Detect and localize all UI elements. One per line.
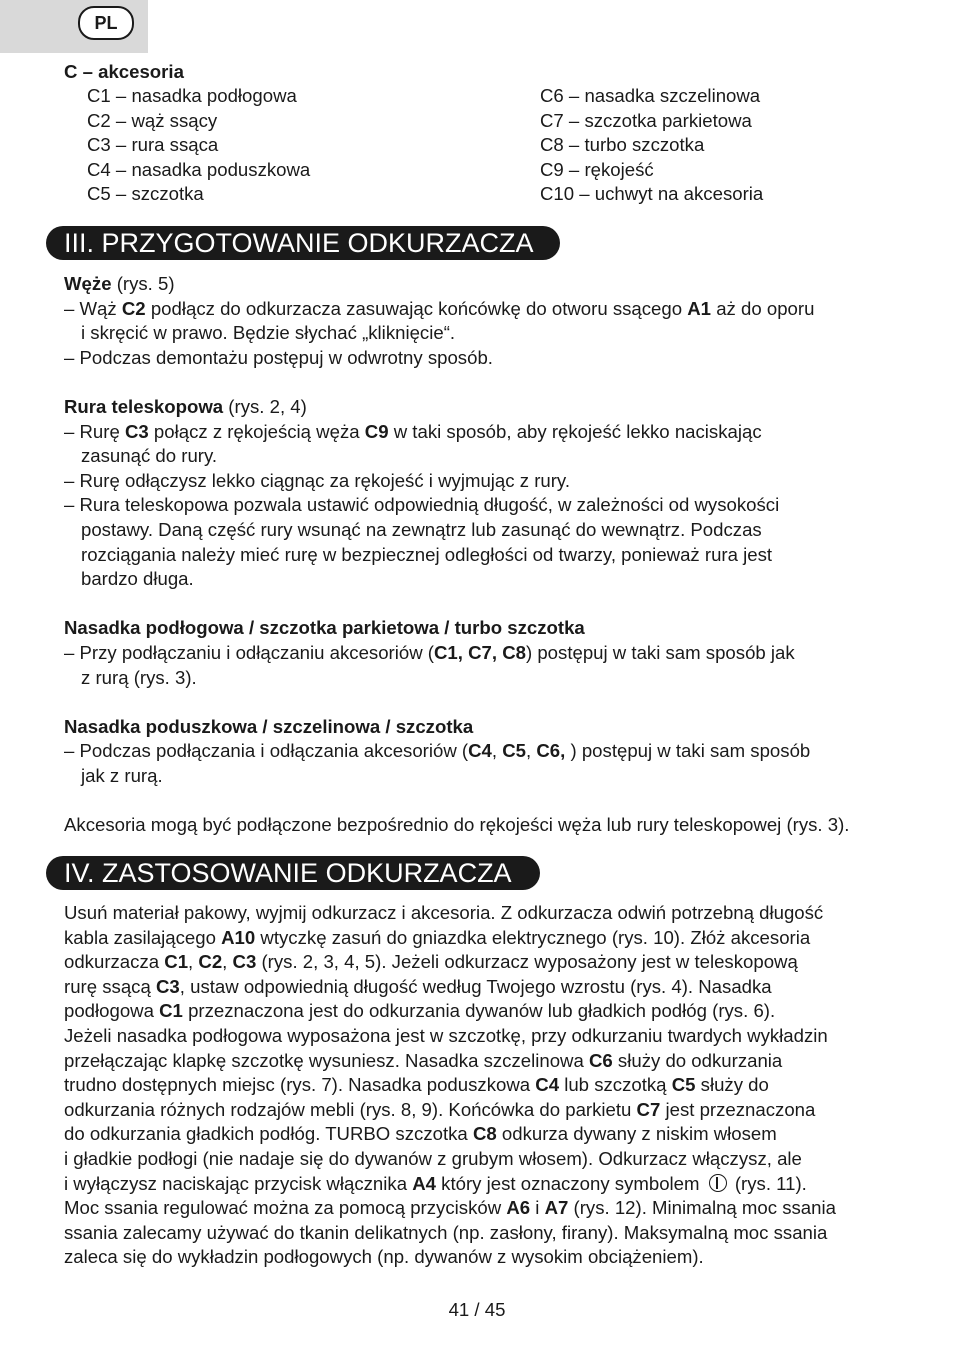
list-item: C4 – nasadka poduszkowa [87,158,311,180]
list-item: C10 – uchwyt na akcesoria [540,183,764,205]
section-4-heading: IV. ZASTOSOWANIE ODKURZACZA [46,856,540,890]
usage-line: i wyłączysz naciskając przycisk włącznika A4 który jest oznaczony symbolem (rys. 11). [64,1172,807,1194]
tube-line: – Rurę odłączysz lekko ciągnąc za rękojeść i wyjmując z rury. [64,469,570,491]
hoses-heading: Węże (rys. 5) [64,273,175,294]
hoses-line: i skręcić w prawo. Będzie słychać „kliknięcie“. [81,322,456,344]
upholstery-line: jak z rurą. [81,764,163,786]
tube-line: – Rura teleskopowa pozwala ustawić odpowiednią długość, w zależności od wysokości [64,494,780,516]
usage-line: podłogowa C1 przeznaczona jest do odkurzania dywanów lub gładkich podłóg (rys. 6). [64,1000,776,1022]
tube-line: postawy. Daną część rury wsunąć na zewnątrz lub zasunąć do wewnątrz. Podczas [81,518,762,540]
usage-line: i gładkie podłogi (nie nadaje się do dywanów z grubym włosem). Odkurzacz włączysz, ale [64,1147,802,1169]
usage-line: Moc ssania regulować można za pomocą przycisków A6 i A7 (rys. 12). Minimalną moc ssania [64,1197,836,1219]
usage-line: zaleca się do wykładzin podłogowych (np. dywanów z wysokim obciążeniem). [64,1246,704,1268]
hoses-line: – Podczas demontażu postępuj w odwrotny sposób. [64,346,493,368]
list-item: C5 – szczotka [87,183,204,205]
list-item: C6 – nasadka szczelinowa [540,85,761,106]
list-item: C7 – szczotka parkietowa [540,109,752,131]
usage-line: Jeżeli nasadka podłogowa wyposażona jest w szczotkę, przy odkurzaniu twardych wykładzin [64,1024,828,1046]
section-3-body [64,272,914,838]
floor-line: z rurą (rys. 3). [81,666,197,688]
floor-heading: Nasadka podłogowa / szczotka parkietowa / turbo szczotka [64,617,585,639]
list-item: C3 – rura ssąca [87,134,219,156]
section-3-heading: III. PRZYGOTOWANIE ODKURZACZA [46,226,560,260]
tube-line: – Rurę C3 połącz z rękojeścią węża C9 w taki sposób, aby rękojeść lekko naciskając [64,420,762,442]
hoses-line: – Wąż C2 podłącz do odkurzacza zasuwając końcówkę do otworu ssącego A1 aż do oporu [64,297,815,319]
accessories-title: C – akcesoria [64,61,184,82]
usage-line: kabla zasilającego A10 wtyczkę zasuń do gniazdka elektrycznego (rys. 10). Złóż akcesoria [64,926,811,948]
usage-line: ssania zalecamy używać do tkanin delikatnych (np. zasłony, firany). Maksymalną moc ssania [64,1221,828,1243]
power-icon [709,1174,727,1192]
list-item: C9 – rękojeść [540,158,654,180]
accessories-note: Akcesoria mogą być podłączone bezpośrednio do rękojeści węża lub rury teleskopowej (rys. 3). [64,814,850,836]
upholstery-heading: Nasadka poduszkowa / szczelinowa / szczotka [64,715,474,737]
floor-line: – Przy podłączaniu i odłączaniu akcesoriów (C1, C7, C8) postępuj w taki sam sposób jak [64,641,795,663]
language-tab [0,0,148,53]
usage-line: do odkurzania gładkich podłóg. TURBO szczotka C8 odkurza dywany z niskim włosem [64,1123,777,1145]
usage-line: Usuń materiał pakowy, wyjmij odkurzacz i akcesoria. Z odkurzacza odwiń potrzebną długość [64,902,824,923]
usage-line: trudno dostępnych miejsc (rys. 7). Nasadka poduszkowa C4 lub szczotką C5 służy do [64,1074,769,1096]
list-item: C2 – wąż ssący [87,109,218,131]
usage-line: przełączając klapkę szczotkę wysuniesz. Nasadka szczelinowa C6 służy do odkurzania [64,1049,783,1071]
usage-line: rurę ssącą C3, ustaw odpowiednią długość według Twojego wzrostu (rys. 4). Nasadka [64,975,772,997]
usage-line: odkurzania różnych rodzajów mebli (rys. 8, 9). Końcówka do parkietu C7 jest przeznaczona [64,1098,816,1120]
page-number: 41 / 45 [448,1299,506,1320]
tube-line: bardzo długa. [81,568,194,590]
section-4-body [64,901,914,1270]
accessories-list-right [540,84,763,207]
usage-line: odkurzacza C1, C2, C3 (rys. 2, 3, 4, 5). Jeżeli odkurzacz wyposażony jest w teleskopową [64,951,798,973]
tube-line: zasunąć do rury. [81,445,218,467]
list-item: C8 – turbo szczotka [540,134,705,156]
accessories-list-left [87,84,310,207]
upholstery-line: – Podczas podłączania i odłączania akcesoriów (C4, C5, C6, ) postępuj w taki sam sposób [64,740,811,762]
tube-heading: Rura teleskopowa (rys. 2, 4) [64,395,307,417]
language-badge: PL [78,6,134,40]
tube-line: rozciągania należy mieć rurę w bezpiecznej odległości od twarzy, ponieważ rura jest [81,543,773,565]
list-item: C1 – nasadka podłogowa [87,85,297,106]
